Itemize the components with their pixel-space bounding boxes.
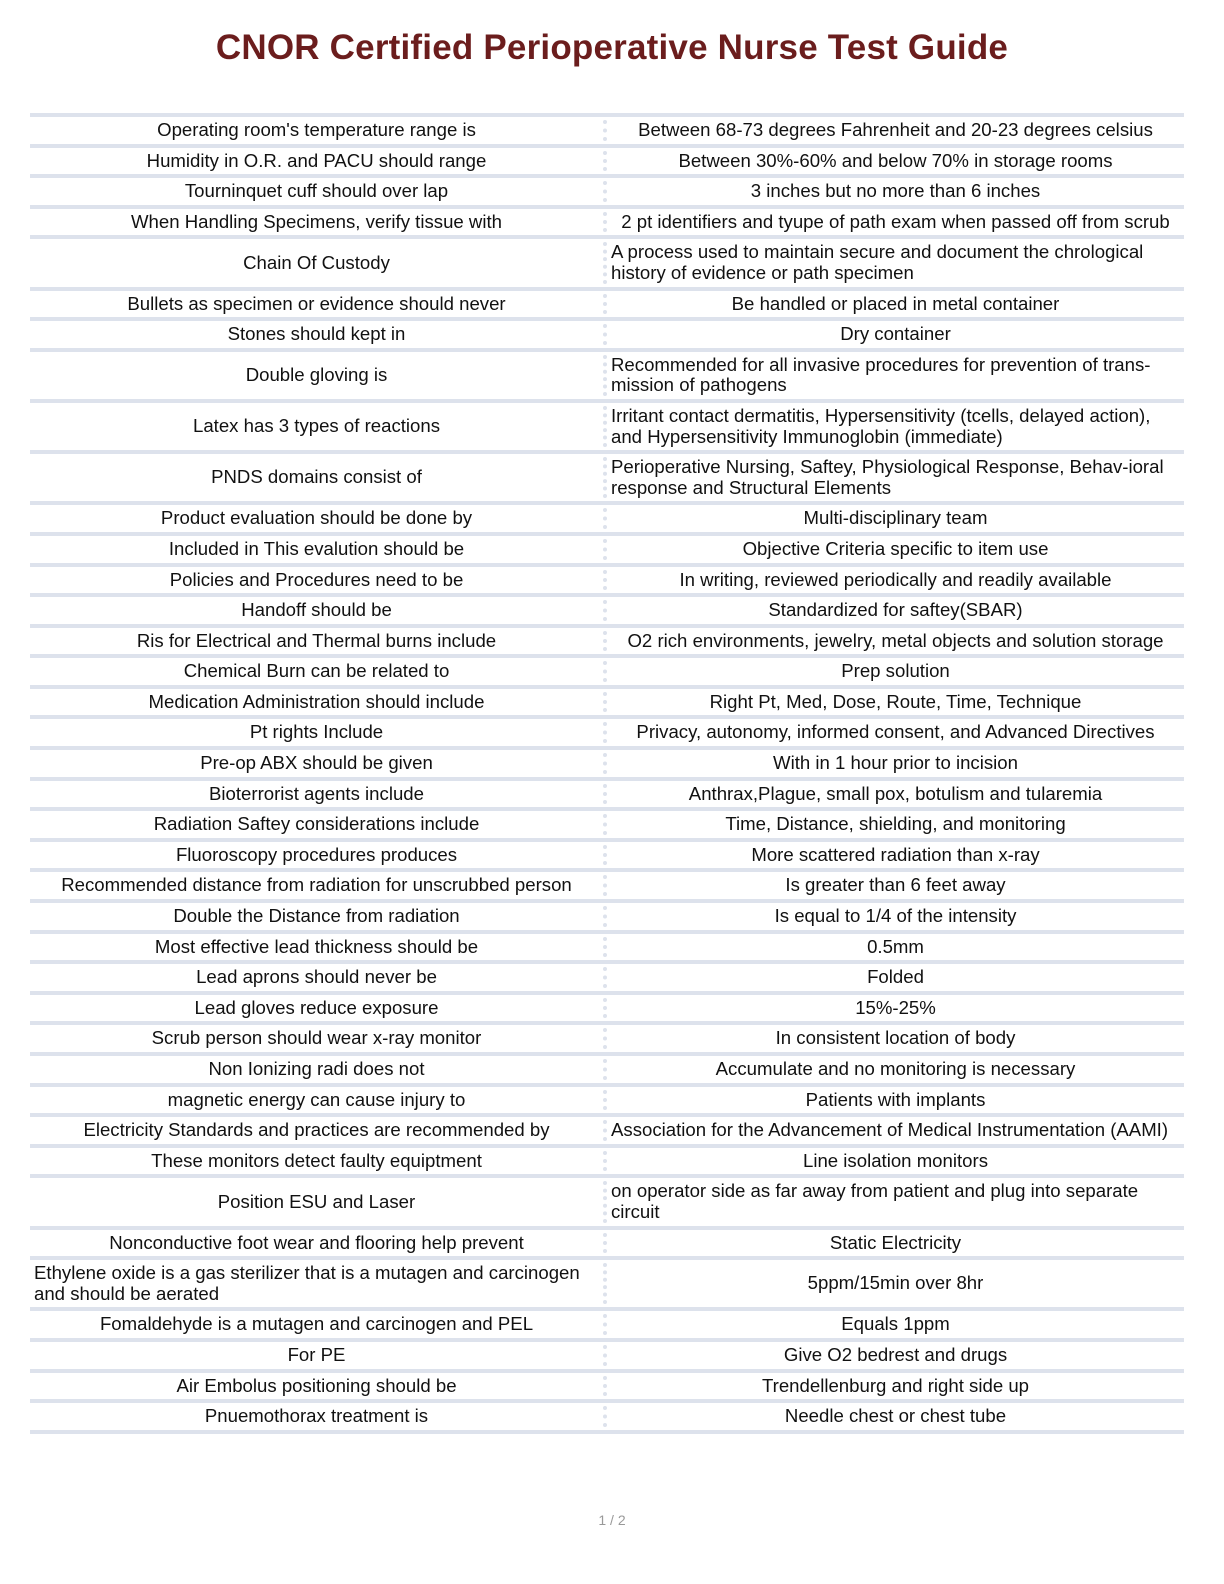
answer-cell: Equals 1ppm	[841, 1313, 950, 1335]
answer-cell: Recommended for all invasive procedures for prevention of trans-mission of pathogens	[611, 353, 1151, 396]
question-cell: For PE	[287, 1343, 346, 1365]
question-cell: Chain Of Custody	[243, 251, 390, 273]
table-row	[30, 934, 1184, 965]
table-row	[30, 628, 1184, 659]
answer-cell: In consistent location of body	[775, 1027, 1016, 1049]
question-cell: Fluoroscopy procedures produces	[175, 843, 458, 865]
page-number: 1 / 2	[598, 1512, 626, 1528]
table-row	[30, 505, 1184, 536]
answer-cell: Line isolation monitors	[802, 1149, 988, 1171]
question-cell: Ris for Electrical and Thermal burns include	[136, 629, 497, 651]
answer-cell: With in 1 hour prior to incision	[773, 752, 1018, 774]
answer-cell: Accumulate and no monitoring is necessary	[715, 1058, 1076, 1079]
table-row	[30, 1117, 1184, 1148]
question-cell: Chemical Burn can be related to	[183, 660, 450, 682]
answer-cell: Needle chest or chest tube	[784, 1405, 1007, 1427]
question-cell: Medication Administration should include	[148, 690, 485, 712]
page-title: CNOR Certified Perioperative Nurse Test Guide	[215, 28, 1009, 67]
question-cell: Double the Distance from radiation	[173, 905, 460, 927]
answer-cell: Anthrax,Plague, small pox, botulism and tularemia	[688, 782, 1103, 804]
question-cell: Ethylene oxide is a gas sterilizer that is a mutagen and carcinogen and should be aerated	[34, 1262, 580, 1304]
answer-cell: Prep solution	[841, 660, 950, 682]
table-row	[30, 658, 1184, 689]
question-cell: Bioterrorist agents include	[209, 782, 424, 804]
answer-cell: Standardized for saftey(SBAR)	[768, 599, 1023, 621]
table-row	[30, 842, 1184, 873]
table-row	[30, 964, 1184, 995]
answer-cell: Between 68-73 degrees Fahrenheit and 20-23 degrees celsius	[638, 119, 1153, 140]
question-cell: Bullets as specimen or evidence should never	[127, 292, 506, 314]
question-cell: Most effective lead thickness should be	[154, 935, 479, 957]
table-row	[30, 1087, 1184, 1118]
answer-cell: Be handled or placed in metal container	[731, 292, 1060, 314]
question-cell: When Handling Specimens, verify tissue with	[130, 210, 502, 232]
table-row	[30, 352, 1184, 403]
table-row	[30, 1056, 1184, 1087]
question-cell: Radiation Saftey considerations include	[153, 813, 480, 835]
table-row	[30, 1260, 1184, 1311]
answer-cell: Patients with implants	[805, 1088, 986, 1110]
question-cell: Pt rights Include	[249, 721, 384, 743]
question-cell: Non Ionizing radi does not	[208, 1058, 425, 1079]
answer-cell: O2 rich environments, jewelry, metal objects and solution storage	[627, 629, 1164, 651]
question-cell: Pre-op ABX should be given	[200, 752, 433, 774]
answer-cell: on operator side as far away from patient and plug into separate circuit	[611, 1180, 1139, 1222]
answer-cell: Is equal to 1/4 of the intensity	[774, 905, 1017, 927]
table-row	[30, 811, 1184, 842]
answer-cell: Multi-disciplinary team	[803, 507, 988, 529]
answer-cell: Static Electricity	[829, 1231, 962, 1253]
question-cell: Lead aprons should never be	[196, 966, 437, 988]
question-cell: Fomaldehyde is a mutagen and carcinogen and PEL	[99, 1313, 534, 1335]
question-cell: Position ESU and Laser	[217, 1190, 416, 1212]
question-cell: Operating room's temperature range is	[157, 119, 476, 140]
answer-cell: Between 30%-60% and below 70% in storage rooms	[678, 149, 1113, 171]
table-row	[30, 1373, 1184, 1404]
table-row	[30, 321, 1184, 352]
table-row	[30, 1230, 1184, 1261]
table-row	[30, 148, 1184, 179]
answer-cell: Objective Criteria specific to item use	[742, 537, 1049, 559]
answer-cell: Right Pt, Med, Dose, Route, Time, Technique	[709, 690, 1082, 712]
question-cell: Product evaluation should be done by	[160, 507, 473, 529]
answer-cell: Give O2 bedrest and drugs	[783, 1343, 1008, 1365]
answer-cell: Trendellenburg and right side up	[761, 1374, 1030, 1396]
question-cell: Pnuemothorax treatment is	[204, 1405, 429, 1427]
question-cell: These monitors detect faulty equiptment	[151, 1149, 482, 1171]
table-row	[30, 689, 1184, 720]
answer-cell: Perioperative Nursing, Saftey, Physiological Response, Behav-ioral response and Structural Elements	[611, 456, 1164, 498]
table-row	[30, 291, 1184, 322]
table-row	[30, 117, 1184, 148]
question-cell: Scrub person should wear x-ray monitor	[151, 1027, 482, 1049]
table-row	[30, 719, 1184, 750]
answer-cell: 2 pt identifiers and tyupe of path exam when passed off from scrub	[621, 210, 1170, 232]
qa-table	[30, 113, 1184, 1434]
answer-cell: Folded	[867, 966, 924, 988]
answer-cell: 3 inches but no more than 6 inches	[750, 180, 1041, 202]
table-row	[30, 454, 1184, 505]
question-cell: Policies and Procedures need to be	[169, 568, 464, 590]
answer-cell: Privacy, autonomy, informed consent, and Advanced Directives	[636, 721, 1155, 743]
table-row	[30, 1342, 1184, 1373]
table-row	[30, 1311, 1184, 1342]
question-cell: Recommended distance from radiation for unscrubbed person	[61, 874, 572, 896]
answer-cell: 15%-25%	[855, 996, 936, 1018]
answer-cell: Is greater than 6 feet away	[785, 874, 1006, 896]
answer-cell: Association for the Advancement of Medical Instrumentation (AAMI)	[611, 1119, 1169, 1141]
question-cell: PNDS domains consist of	[211, 466, 422, 488]
table-row	[30, 597, 1184, 628]
question-cell: Tourninquet cuff should over lap	[184, 180, 449, 202]
question-cell: Stones should kept in	[227, 323, 406, 345]
table-row	[30, 1148, 1184, 1179]
question-cell: magnetic energy can cause injury to	[167, 1088, 466, 1110]
table-row	[30, 567, 1184, 598]
answer-cell: 0.5mm	[867, 935, 924, 957]
table-row	[30, 1025, 1184, 1056]
question-cell: Included in This evalution should be	[168, 537, 465, 559]
answer-cell: More scattered radiation than x-ray	[751, 843, 1040, 865]
table-row	[30, 536, 1184, 567]
answer-cell: In writing, reviewed periodically and readily available	[679, 568, 1112, 590]
answer-cell: 5ppm/15min over 8hr	[807, 1272, 984, 1294]
table-row	[30, 750, 1184, 781]
table-row	[30, 403, 1184, 454]
answer-cell: Time, Distance, shielding, and monitoring	[725, 813, 1066, 835]
question-cell: Latex has 3 types of reactions	[192, 415, 441, 437]
question-cell: Humidity in O.R. and PACU should range	[146, 149, 487, 171]
question-cell: Nonconductive foot wear and flooring help prevent	[109, 1231, 524, 1253]
answer-cell: Irritant contact dermatitis, Hypersensitivity (tcells, delayed action), and Hypersensitivity Immunoglobin (immediate)	[611, 404, 1151, 447]
table-row	[30, 1403, 1184, 1434]
question-cell: Handoff should be	[241, 599, 392, 621]
table-row	[30, 239, 1184, 290]
table-row	[30, 903, 1184, 934]
question-cell: Double gloving is	[245, 364, 388, 386]
table-row	[30, 781, 1184, 812]
question-cell: Air Embolus positioning should be	[176, 1374, 457, 1396]
question-cell: Lead gloves reduce exposure	[194, 996, 439, 1018]
answer-cell: Dry container	[840, 323, 951, 345]
answer-cell: A process used to maintain secure and document the chrological history of evidence or path specimen	[611, 241, 1144, 283]
table-row	[30, 178, 1184, 209]
table-row	[30, 872, 1184, 903]
table-row	[30, 995, 1184, 1026]
question-cell: Electricity Standards and practices are recommended by	[83, 1119, 550, 1141]
table-row	[30, 209, 1184, 240]
table-row	[30, 1178, 1184, 1229]
